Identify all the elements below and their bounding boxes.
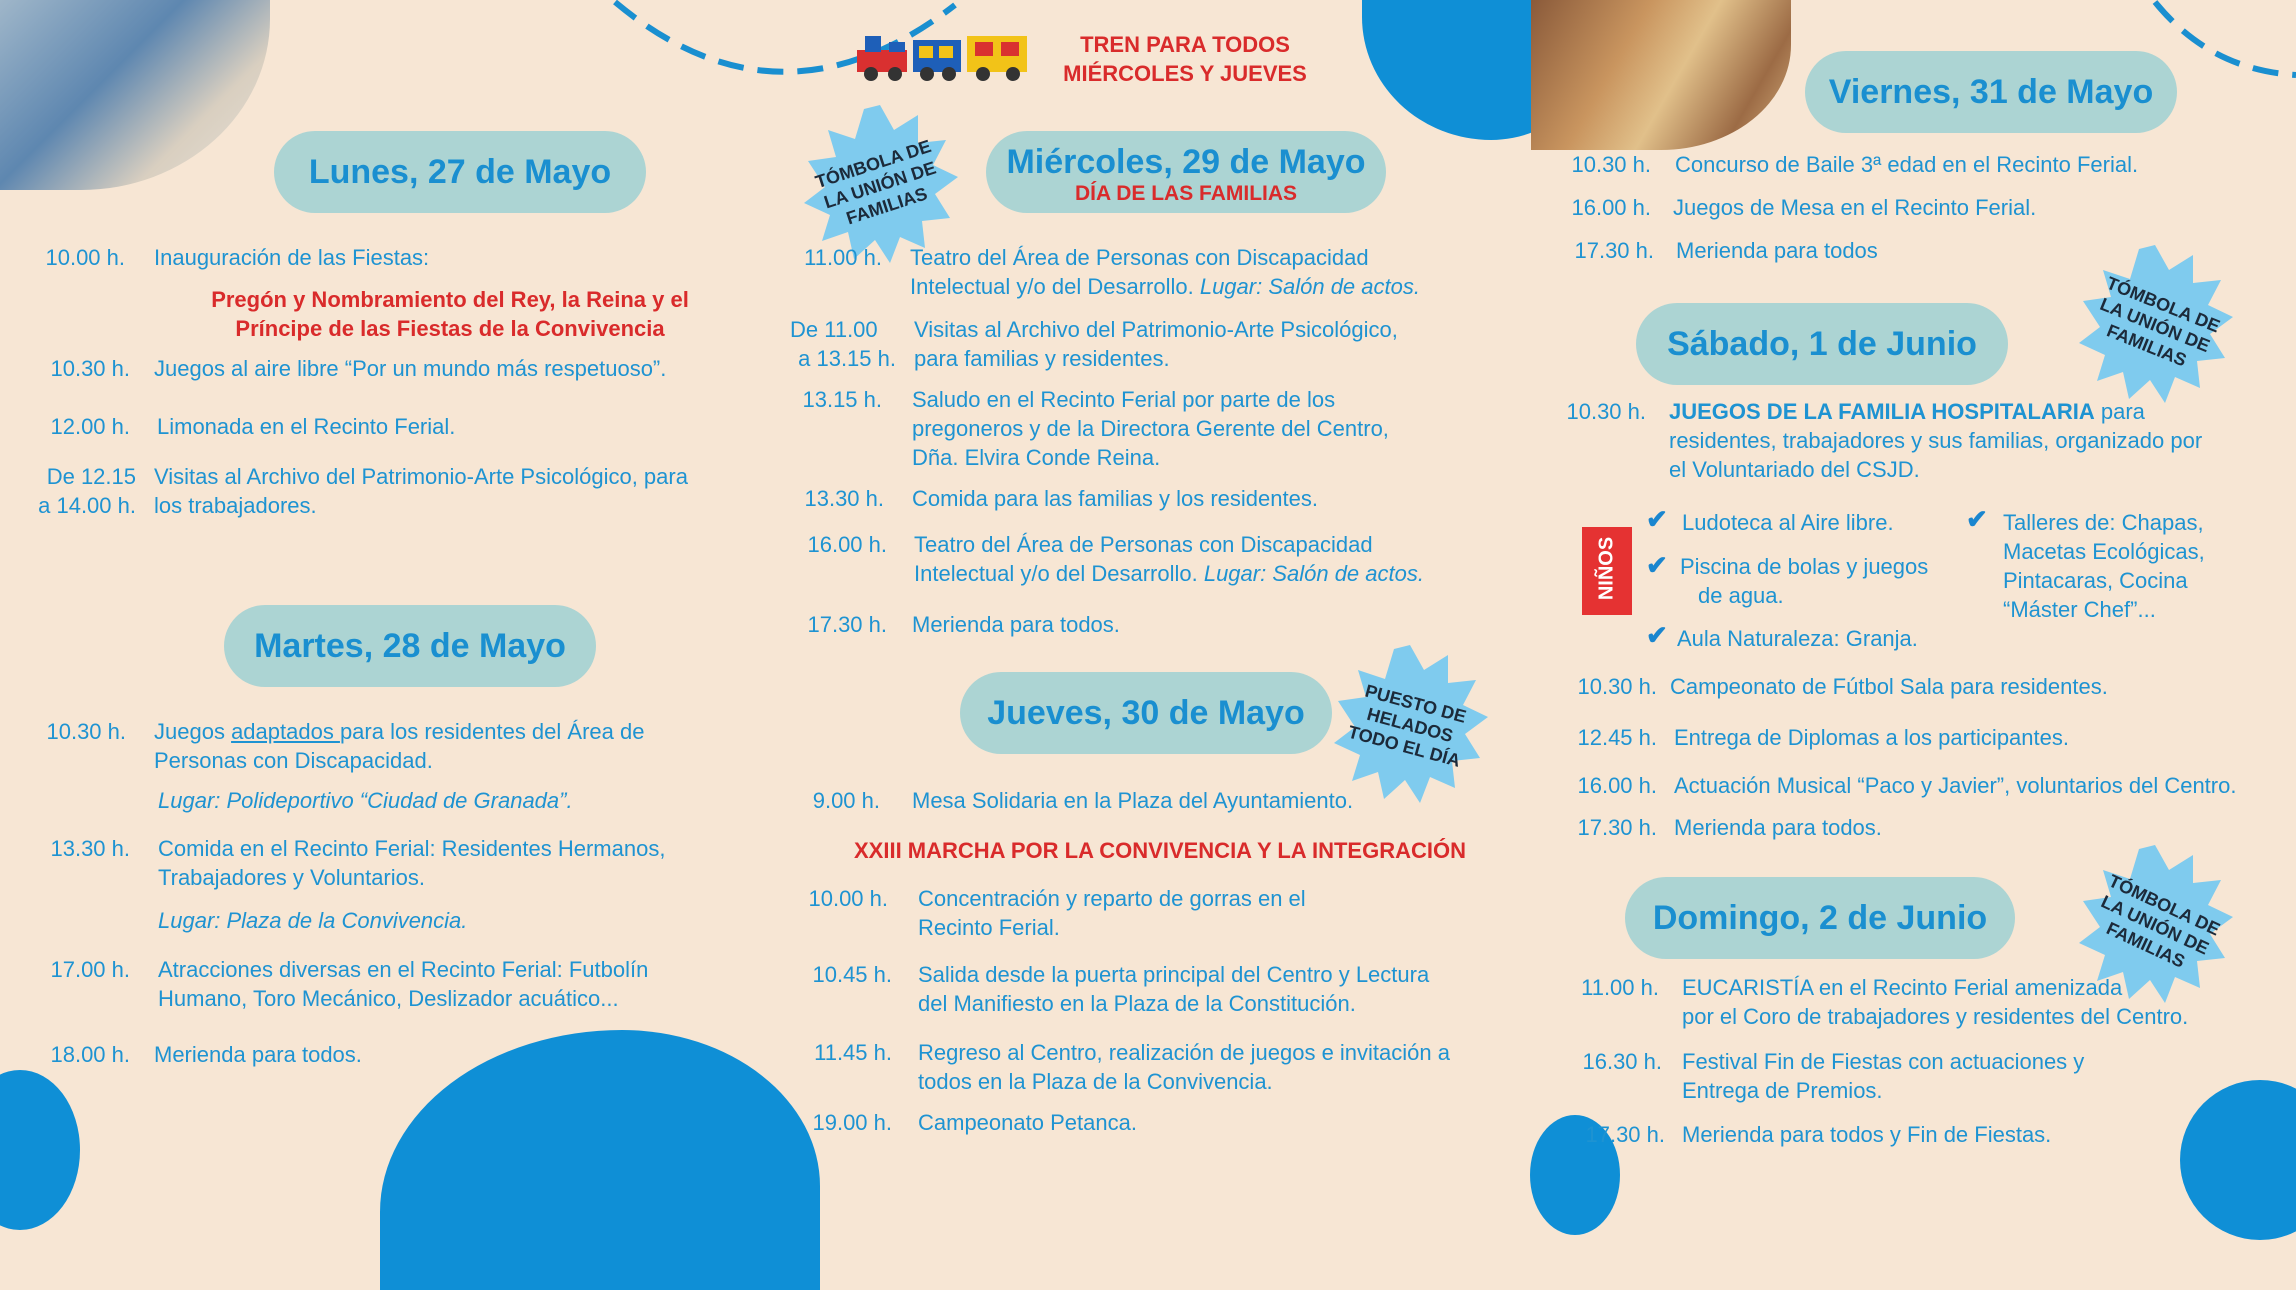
event-text: Entrega de Diplomas a los participantes. <box>1674 725 2069 750</box>
kids-activity-1: Ludoteca al Aire libre. <box>1682 510 1894 535</box>
event-time: 13.15 h. <box>802 387 882 412</box>
event-text-line: Entrega de Premios. <box>1682 1078 1883 1103</box>
day-heading-monday: Lunes, 27 de Mayo <box>274 131 646 213</box>
event-text-line: EUCARISTÍA en el Recinto Ferial amenizada <box>1682 975 2123 1000</box>
day-heading-title: Miércoles, 29 de Mayo <box>1006 143 1366 181</box>
event-time <box>780 315 896 373</box>
event-text: Campeonato Petanca. <box>918 1110 1137 1135</box>
event-text-line: del Manifiesto en la Plaza de la Constitución. <box>918 991 1356 1016</box>
event-text: Actuación Musical “Paco y Javier”, voluntarios del Centro. <box>1674 773 2237 798</box>
train-line-2: MIÉRCOLES Y JUEVES <box>1063 61 1307 86</box>
event-text <box>918 960 1429 1018</box>
event-text-line: Teatro del Área de Personas con Discapacidad <box>914 532 1373 557</box>
event-text <box>154 717 644 775</box>
event-time: 11.45 h. <box>814 1040 892 1065</box>
event-text <box>158 834 665 892</box>
event-text-line: Atracciones diversas en el Recinto Ferial: Futbolín <box>158 957 649 982</box>
event-text: Comida para las familias y los residentes. <box>912 486 1318 511</box>
train-caption <box>1045 30 1325 88</box>
check-icon: ✔ <box>1646 550 1668 580</box>
day-heading-subtitle: DÍA DE LAS FAMILIAS <box>1074 182 1298 205</box>
event-text-part: Intelectual y/o del Desarrollo. <box>914 561 1204 586</box>
event-text-part: Intelectual y/o del Desarrollo. <box>910 274 1200 299</box>
event-text: Campeonato de Fútbol Sala para residentes. <box>1670 674 2108 699</box>
event-text-part: para <box>2094 399 2145 424</box>
event-text-line: Visitas al Archivo del Patrimonio-Arte Psicológico, para <box>154 464 688 489</box>
kids-label: NIÑOS <box>1595 536 1618 601</box>
event-text-line: residentes, trabajadores y sus familias, organizado por <box>1669 428 2203 453</box>
event-text-line: Humano, Toro Mecánico, Deslizador acuático... <box>158 986 619 1011</box>
event-text: Limonada en el Recinto Ferial. <box>157 414 456 439</box>
event-text-underlined: adaptados <box>231 719 340 744</box>
event-text-line: Regreso al Centro, realización de juegos e invitación a <box>918 1040 1450 1065</box>
starburst-text: PUESTO DE HELADOS TODO EL DÍA <box>1345 680 1469 771</box>
event-text: Concurso de Baile 3ª edad en el Recinto Ferial. <box>1675 152 2139 177</box>
decorative-blob-bottom-center <box>380 1030 820 1290</box>
event-text-line: Dña. Elvira Conde Reina. <box>912 445 1161 470</box>
event-time-line: a 13.15 h. <box>798 346 896 371</box>
event-place: Lugar: Salón de actos. <box>1203 561 1424 586</box>
kids-badge <box>1582 527 1632 615</box>
event-time: 9.00 h. <box>812 788 880 813</box>
day-heading-tuesday: Martes, 28 de Mayo <box>224 605 596 687</box>
day-heading-thursday: Jueves, 30 de Mayo <box>960 672 1332 754</box>
event-time: 17.30 h. <box>1574 238 1654 263</box>
event-time <box>0 462 136 520</box>
event-text-line: para familias y residentes. <box>914 346 1170 371</box>
event-time-line: De 11.00 <box>790 317 878 342</box>
event-text: Merienda para todos. <box>154 1042 362 1067</box>
event-time: 16.00 h. <box>1577 773 1657 798</box>
kids-activity-line: Macetas Ecológicas, <box>2003 539 2205 564</box>
event-text-part: para los residentes del Área de <box>339 719 645 744</box>
photo-top-left <box>0 0 270 190</box>
event-time: 18.00 h. <box>50 1042 130 1067</box>
event-time: 12.00 h. <box>50 414 130 439</box>
event-text-line: Trabajadores y Voluntarios. <box>158 865 425 890</box>
event-text-bold: JUEGOS DE LA FAMILIA HOSPITALARIA <box>1669 399 2095 424</box>
event-time: 10.30 h. <box>1577 674 1657 699</box>
event-time: 16.30 h. <box>1582 1049 1662 1074</box>
event-text: Inauguración de las Fiestas: <box>154 245 430 270</box>
event-text-line: todos en la Plaza de la Convivencia. <box>918 1069 1273 1094</box>
photo-top-right <box>1531 0 1791 150</box>
kids-activity-line: Piscina de bolas y juegos <box>1680 554 1929 579</box>
event-time: 13.30 h. <box>50 836 130 861</box>
event-time-line: De 12.15 <box>46 464 136 489</box>
kids-activity-line: Talleres de: Chapas, <box>2003 510 2204 535</box>
decorative-blob-bottom-right-b <box>2180 1080 2296 1240</box>
event-time-line: a 14.00 h. <box>38 493 136 518</box>
event-text: Juegos al aire libre “Por un mundo más respetuoso”. <box>154 356 667 381</box>
event-text-line: Concentración y reparto de gorras en el <box>918 886 1306 911</box>
train-icon <box>855 30 1030 82</box>
starburst-tombola-saturday <box>2070 240 2240 410</box>
kids-activity-line: “Máster Chef”... <box>2003 597 2156 622</box>
starburst-text: TÓMBOLA DE LA UNIÓN DE FAMILIAS <box>2097 272 2223 371</box>
event-text-line: Saludo en el Recinto Ferial por parte de los <box>912 387 1336 412</box>
event-text-line: Festival Fin de Fiestas con actuaciones y <box>1682 1049 2085 1074</box>
event-place: Lugar: Salón de actos. <box>1199 274 1420 299</box>
event-tuesday-1-place: Lugar: Polideportivo “Ciudad de Granada”. <box>158 788 573 813</box>
event-time: 16.00 h. <box>807 532 887 557</box>
event-time: 19.00 h. <box>812 1110 892 1135</box>
starburst-ice-cream <box>1325 640 1495 810</box>
event-time: 10.30 h. <box>46 719 126 744</box>
event-text: Merienda para todos. <box>1674 815 1882 840</box>
event-text <box>914 315 1398 373</box>
event-text-line: pregoneros y de la Directora Gerente del Centro, <box>912 416 1389 441</box>
event-time: 17.00 h. <box>50 957 130 982</box>
kids-activity-line: Pintacaras, Cocina <box>2003 568 2188 593</box>
march-title: XXIII MARCHA POR LA CONVIVENCIA Y LA INTEGRACIÓN <box>854 838 1466 863</box>
event-text <box>1669 397 2202 484</box>
event-text-line <box>1669 397 2202 426</box>
event-text-line <box>914 559 1424 588</box>
event-time: 16.00 h. <box>1571 195 1651 220</box>
event-text <box>158 955 648 1013</box>
event-text: Merienda para todos <box>1676 238 1878 263</box>
kids-activity-2 <box>1680 552 1928 610</box>
day-heading-friday: Viernes, 31 de Mayo <box>1805 51 2177 133</box>
day-heading-wednesday <box>986 131 1386 213</box>
event-text <box>154 462 688 520</box>
event-text-line: Recinto Ferial. <box>918 915 1060 940</box>
event-text-line: Visitas al Archivo del Patrimonio-Arte Psicológico, <box>914 317 1398 342</box>
event-text <box>914 530 1424 588</box>
event-text: Mesa Solidaria en la Plaza del Ayuntamiento. <box>912 788 1354 813</box>
event-time: 10.45 h. <box>812 962 892 987</box>
event-text-line: Personas con Discapacidad. <box>154 748 433 773</box>
day-heading-saturday: Sábado, 1 de Junio <box>1636 303 2008 385</box>
event-time: 11.00 h. <box>804 245 882 270</box>
event-text-line <box>154 717 644 746</box>
event-text <box>1682 973 2188 1031</box>
starburst-text: TÓMBOLA DE LA UNIÓN DE FAMILIAS <box>2098 870 2224 972</box>
event-time: 10.30 h. <box>1566 399 1646 424</box>
kids-activity-line: de agua. <box>1698 583 1784 608</box>
train-line-1: TREN PARA TODOS <box>1080 32 1290 57</box>
event-time: 11.00 h. <box>1581 975 1659 1000</box>
event-text <box>1682 1047 2084 1105</box>
coronation-highlight-2: Príncipe de las Fiestas de la Convivencia <box>235 316 665 341</box>
event-time: 17.30 h. <box>1577 815 1657 840</box>
event-time: 10.00 h. <box>45 245 125 270</box>
event-time: 12.45 h. <box>1577 725 1657 750</box>
coronation-highlight-1: Pregón y Nombramiento del Rey, la Reina y el <box>211 287 689 312</box>
event-time: 17.30 h. <box>807 612 887 637</box>
event-time: 10.30 h. <box>1571 152 1651 177</box>
event-text-part: Juegos <box>154 719 232 744</box>
check-icon: ✔ <box>1646 620 1668 650</box>
check-icon: ✔ <box>1966 504 1988 534</box>
event-text <box>912 385 1389 472</box>
event-time: 10.30 h. <box>50 356 130 381</box>
check-icon: ✔ <box>1646 504 1668 534</box>
event-time: 13.30 h. <box>804 486 884 511</box>
event-text-line <box>910 272 1420 301</box>
event-tuesday-2-place: Lugar: Plaza de la Convivencia. <box>158 908 468 933</box>
event-text-line: el Voluntariado del CSJD. <box>1669 457 1920 482</box>
event-time: 17.30 h. <box>1585 1122 1665 1147</box>
event-text-line: por el Coro de trabajadores y residentes del Centro. <box>1682 1004 2189 1029</box>
event-text-line: Comida en el Recinto Ferial: Residentes Hermanos, <box>158 836 666 861</box>
kids-activity-4 <box>2003 508 2205 624</box>
event-text-line: Salida desde la puerta principal del Centro y Lectura <box>918 962 1430 987</box>
decorative-blob-bottom-left <box>0 1070 80 1230</box>
event-text-line: los trabajadores. <box>154 493 317 518</box>
kids-activity-3: Aula Naturaleza: Granja. <box>1677 626 1918 651</box>
event-text <box>910 243 1420 301</box>
event-text: Merienda para todos y Fin de Fiestas. <box>1682 1122 2052 1147</box>
event-text <box>918 1038 1450 1096</box>
event-text-line: Teatro del Área de Personas con Discapacidad <box>910 245 1369 270</box>
day-heading-sunday: Domingo, 2 de Junio <box>1625 877 2015 959</box>
event-text: Juegos de Mesa en el Recinto Ferial. <box>1673 195 2037 220</box>
event-time: 10.00 h. <box>808 886 888 911</box>
event-text: Merienda para todos. <box>912 612 1120 637</box>
event-text <box>918 884 1306 942</box>
starburst-text: TÓMBOLA DE LA UNIÓN DE FAMILIAS <box>812 135 939 229</box>
